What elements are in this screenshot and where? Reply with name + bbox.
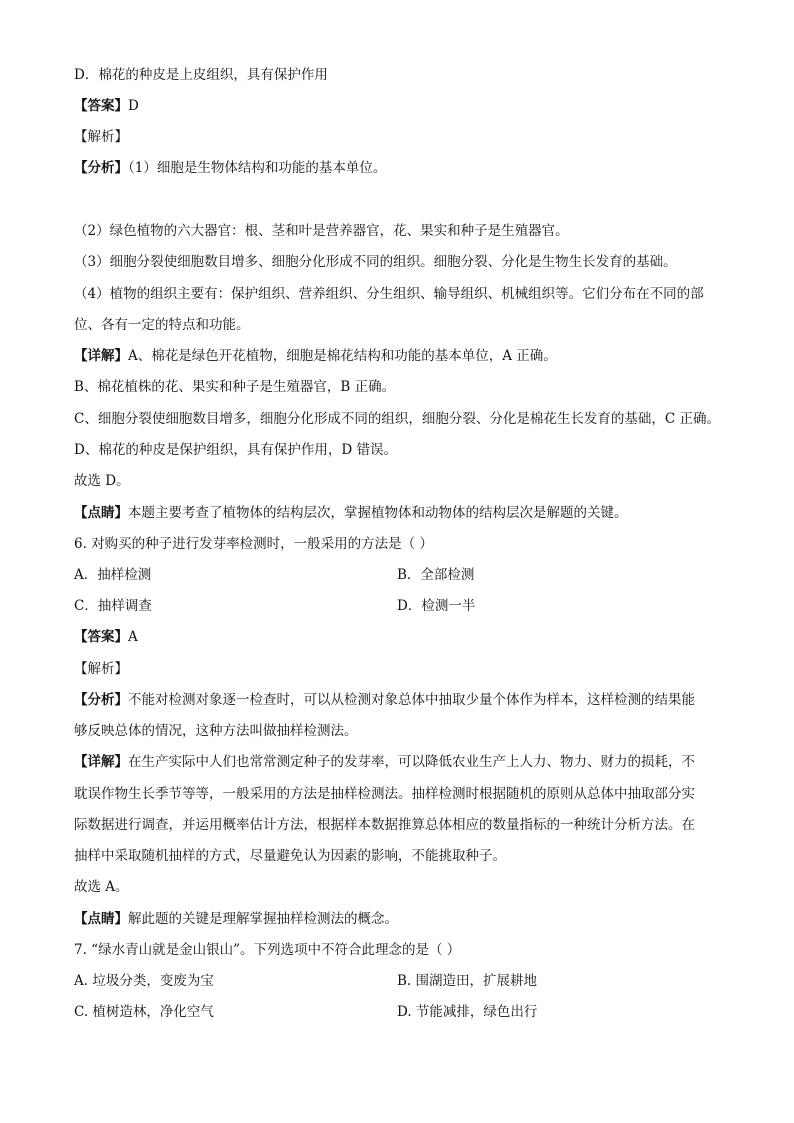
answer-label: 【答案】: [74, 98, 128, 114]
dianjing-text: 本题主要考查了植物体的结构层次，掌握植物体和动物体的结构层次是解题的关键。: [128, 505, 628, 521]
q6-choose: 故选 A。: [74, 879, 129, 895]
q6-option-b: B．全部检测: [397, 567, 475, 583]
q6-detail-1: [74, 753, 734, 771]
q6-detail-3: 际数据进行调查，并运用概率估计方法，根据样本数据推算总体相应的数量指标的一种统计分析方法。在: [74, 817, 695, 833]
q5-detail-b: B、棉花植株的花、果实和种子是生殖器官，B 正确。: [74, 379, 396, 395]
detail-label: 【详解】: [74, 348, 128, 364]
dianjing-label: 【点睛】: [74, 505, 128, 521]
q5-fenxi-2: （2）绿色植物的六大器官：根、茎和叶是营养器官，花、果实和种子是生殖器官。: [74, 223, 569, 239]
q7-options-row-2: [74, 1003, 734, 1021]
q5-option-d: D．棉花的种皮是上皮组织，具有保护作用: [74, 67, 328, 83]
fenxi-label: 【分析】: [74, 692, 128, 708]
q7-options-row-1: [74, 972, 734, 990]
q5-fenxi-3: （3）细胞分裂使细胞数目增多、细胞分化形成不同的组织。细胞分裂、分化是生物生长发育的基础。: [74, 254, 677, 270]
q5-answer: [74, 97, 734, 115]
q5-fenxi-1: [74, 159, 734, 177]
q6-option-a: A．抽样检测: [74, 567, 152, 583]
q6-analysis-label: 【解析】: [74, 661, 128, 677]
q5-detail-c: C、细胞分裂使细胞数目增多，细胞分化形成不同的组织，细胞分裂、分化是棉花生长发育的基础，C 正确。: [74, 411, 720, 427]
q7-option-b: B. 围湖造田，扩展耕地: [397, 973, 538, 989]
q5-detail-d: D、棉花的种皮是保护组织，具有保护作用，D 错误。: [74, 442, 397, 458]
detail-text: 在生产实际中人们也常常测定种子的发芽率，可以降低农业生产上人力、物力、财力的损耗，不: [128, 754, 695, 770]
q6-detail-2: 耽误作物生长季节等等，一般采用的方法是抽样检测法。抽样检测时根据随机的原则从总体中抽取部分实: [74, 786, 695, 802]
q6-answer: [74, 628, 734, 646]
fenxi-text: 不能对检测对象逐一检查时，可以从检测对象总体中抽取少量个体作为样本，这样检测的结果能: [128, 692, 695, 708]
dianjing-label: 【点睛】: [74, 911, 128, 927]
answer-label: 【答案】: [74, 629, 128, 645]
answer-value: D: [128, 98, 139, 114]
dianjing-text: 解此题的关键是理解掌握抽样检测法的概念。: [128, 911, 398, 927]
q6-option-c: C．抽样调查: [74, 598, 152, 614]
q6-detail-4: 抽样中采取随机抽样的方式，尽量避免认为因素的影响，不能挑取种子。: [74, 848, 506, 864]
q6-option-d: D．检测一半: [397, 598, 476, 614]
q7-option-c: C. 植树造林，净化空气: [74, 1004, 214, 1020]
q5-fenxi-4b: 位、各有一定的特点和功能。: [74, 317, 250, 333]
answer-value: A: [128, 629, 138, 645]
fenxi-text: （1）细胞是生物体结构和功能的基本单位。: [128, 160, 387, 176]
q6-dianjing: [74, 910, 734, 928]
q5-analysis-label: 【解析】: [74, 129, 128, 145]
q5-choose: 故选 D。: [74, 473, 130, 489]
q6-fenxi-b: 够反映总体的情况，这种方法叫做抽样检测法。: [74, 723, 358, 739]
q7-stem: 7. “绿水青山就是金山银山”。下列选项中不符合此理念的是（ ）: [74, 942, 461, 958]
q5-fenxi-4a: （4）植物的组织主要有：保护组织、营养组织、分生组织、输导组织、机械组织等。它们分布在不同的部: [74, 286, 704, 302]
q6-options-row-1: [74, 566, 734, 584]
fenxi-label: 【分析】: [74, 160, 128, 176]
q5-detail-a: [74, 347, 734, 365]
q7-option-d: D. 节能减排，绿色出行: [397, 1004, 538, 1020]
detail-label: 【详解】: [74, 754, 128, 770]
q6-fenxi-a: [74, 691, 734, 709]
q7-option-a: A. 垃圾分类，变废为宝: [74, 973, 214, 989]
q5-dianjing: [74, 504, 734, 522]
q6-stem: 6. 对购买的种子进行发芽率检测时，一般采用的方法是（ ）: [74, 536, 433, 552]
detail-text: A、棉花是绿色开花植物，细胞是棉花结构和功能的基本单位，A 正确。: [128, 348, 557, 364]
q6-options-row-2: [74, 597, 734, 615]
